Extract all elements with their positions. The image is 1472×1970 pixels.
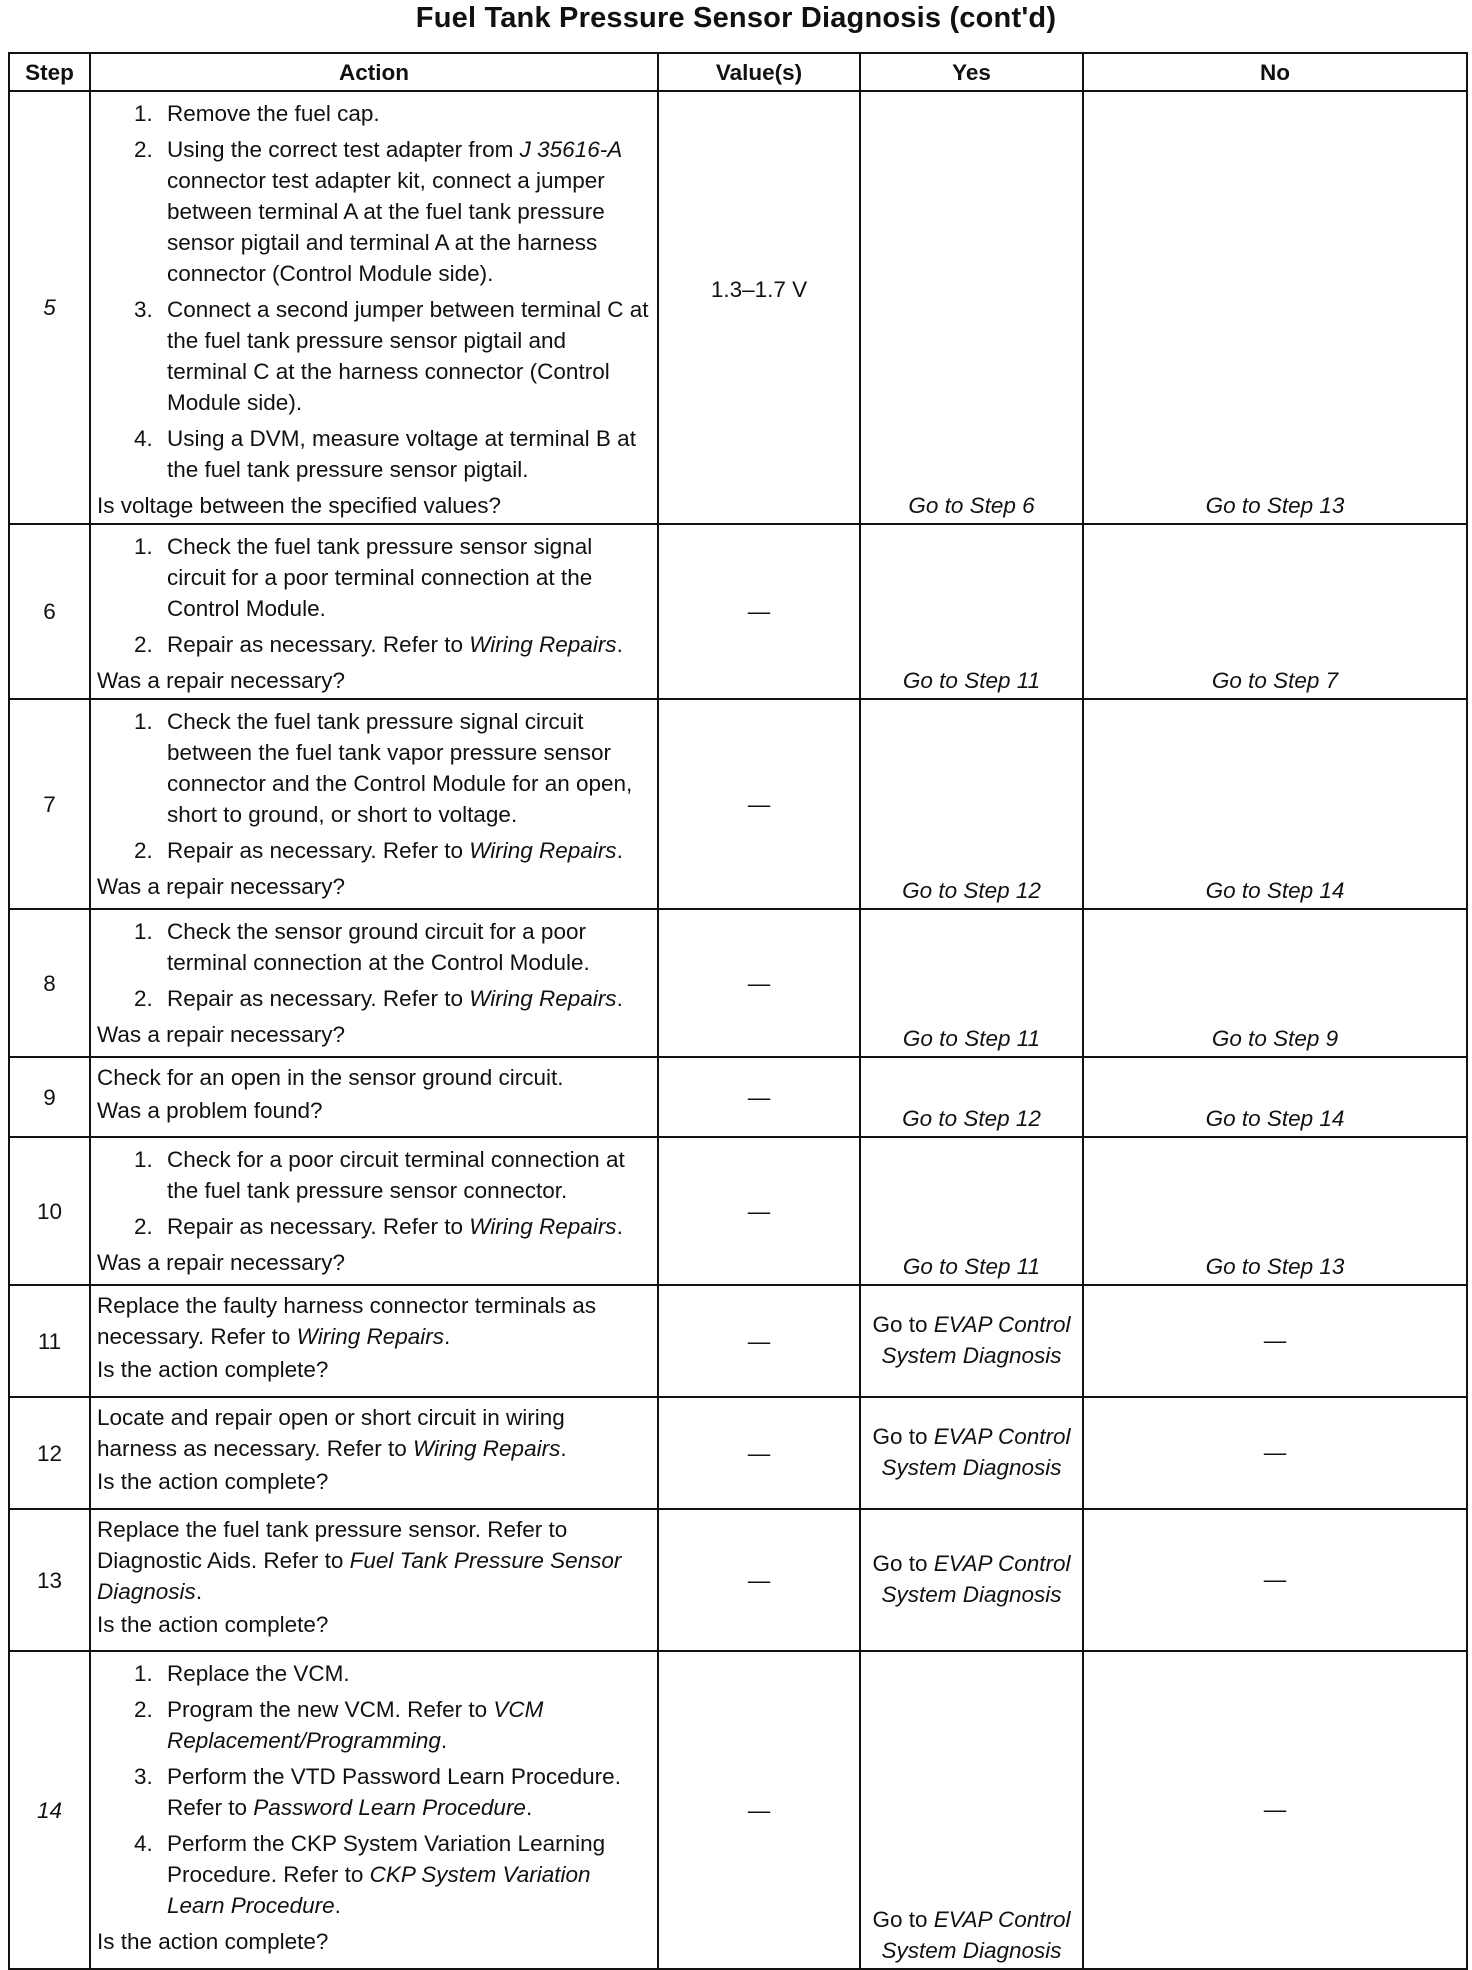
item-text: Replace the VCM. bbox=[167, 1661, 350, 1686]
item-text: Repair as necessary. Refer to bbox=[167, 838, 470, 863]
value-cell: — bbox=[658, 1509, 860, 1651]
yes-cell: Go to Step 11 bbox=[860, 909, 1083, 1057]
action-list bbox=[97, 531, 649, 660]
no-cell: Go to Step 13 bbox=[1083, 1137, 1467, 1285]
step-number: 13 bbox=[9, 1509, 90, 1651]
header-row bbox=[9, 53, 1467, 91]
item-text: . bbox=[195, 1579, 203, 1604]
table-row bbox=[9, 1285, 1467, 1397]
question: Is the action complete? bbox=[97, 1612, 329, 1637]
yes-cell: Go to Step 12 bbox=[860, 1057, 1083, 1137]
yes-cell: Go to Step 11 bbox=[860, 524, 1083, 699]
action-list bbox=[97, 916, 649, 1014]
question: Is the action complete? bbox=[97, 1357, 329, 1382]
list-item bbox=[159, 1144, 649, 1206]
yes-cell bbox=[860, 1651, 1083, 1969]
value-cell: — bbox=[658, 1057, 860, 1137]
step-number: 9 bbox=[9, 1057, 90, 1137]
no-cell: Go to Step 7 bbox=[1083, 524, 1467, 699]
yes-reference: EVAP Control System Diagnosis bbox=[881, 1424, 1071, 1480]
action-list bbox=[97, 1658, 649, 1921]
no-cell: — bbox=[1083, 1509, 1467, 1651]
action-text: Check for an open in the sensor ground circuit. bbox=[97, 1065, 564, 1090]
item-text: Repair as necessary. Refer to bbox=[167, 632, 470, 657]
list-item bbox=[159, 983, 649, 1014]
step-number: 11 bbox=[9, 1285, 90, 1397]
yes-cell: Go to Step 6 bbox=[860, 91, 1083, 524]
item-text: Perform the CKP System Variation Learning Procedure. Refer to bbox=[167, 1831, 606, 1887]
yes-text: Go to bbox=[872, 1551, 934, 1576]
item-reference: CKP System Variation Learn Procedure bbox=[167, 1862, 591, 1918]
value-cell: — bbox=[658, 909, 860, 1057]
item-text: Remove the fuel cap. bbox=[167, 101, 380, 126]
table-row bbox=[9, 524, 1467, 699]
list-item bbox=[159, 294, 649, 418]
yes-reference: EVAP Control System Diagnosis bbox=[881, 1551, 1071, 1607]
item-text: Check the fuel tank pressure sensor signal circuit for a poor terminal connection at the Control Module. bbox=[167, 534, 593, 621]
yes-reference: EVAP Control System Diagnosis bbox=[881, 1907, 1071, 1963]
item-text: . bbox=[616, 1214, 623, 1239]
table-row bbox=[9, 91, 1467, 524]
item-text: Using the correct test adapter from bbox=[167, 137, 520, 162]
item-text: Replace the fuel tank pressure sensor. Refer to Diagnostic Aids. Refer to bbox=[97, 1517, 568, 1573]
step-number: 14 bbox=[9, 1651, 90, 1969]
item-text: Repair as necessary. Refer to bbox=[167, 1214, 470, 1239]
item-reference: Wiring Repairs bbox=[469, 838, 617, 863]
header-step: Step bbox=[9, 53, 90, 91]
list-item bbox=[159, 1211, 649, 1242]
no-cell: — bbox=[1083, 1651, 1467, 1969]
header-no: No bbox=[1083, 53, 1467, 91]
question: Was a repair necessary? bbox=[97, 874, 346, 899]
yes-cell bbox=[860, 1509, 1083, 1651]
item-reference: Wiring Repairs bbox=[296, 1324, 445, 1349]
value-cell: — bbox=[658, 1285, 860, 1397]
action-text bbox=[97, 1290, 649, 1352]
value-cell: — bbox=[658, 699, 860, 909]
value-cell: — bbox=[658, 1397, 860, 1509]
item-reference: Wiring Repairs bbox=[469, 986, 617, 1011]
action-cell bbox=[90, 1397, 658, 1509]
item-text: connector test adapter kit, connect a jumper between terminal A at the fuel tank pressure sensor pigtail and terminal A at the harness connector (Control Module side). bbox=[167, 168, 605, 286]
item-text: Check for a poor circuit terminal connection at the fuel tank pressure sensor connector. bbox=[167, 1147, 625, 1203]
list-item bbox=[159, 1828, 649, 1921]
item-text: . bbox=[616, 986, 623, 1011]
step-number: 12 bbox=[9, 1397, 90, 1509]
item-text: . bbox=[616, 838, 623, 863]
action-cell bbox=[90, 1137, 658, 1285]
action-text bbox=[97, 1514, 649, 1607]
list-item bbox=[159, 1694, 649, 1756]
value-cell: — bbox=[658, 1137, 860, 1285]
action-list bbox=[97, 1144, 649, 1242]
list-item bbox=[159, 423, 649, 485]
question: Was a problem found? bbox=[97, 1098, 323, 1123]
list-item bbox=[159, 706, 649, 830]
step-number: 8 bbox=[9, 909, 90, 1057]
list-item bbox=[159, 916, 649, 978]
table-row bbox=[9, 1397, 1467, 1509]
yes-cell: Go to Step 12 bbox=[860, 699, 1083, 909]
item-text: . bbox=[616, 632, 623, 657]
action-list bbox=[97, 706, 649, 866]
table-row bbox=[9, 1057, 1467, 1137]
step-number: 6 bbox=[9, 524, 90, 699]
yes-cell bbox=[860, 1397, 1083, 1509]
action-cell bbox=[90, 1651, 658, 1969]
table-row bbox=[9, 699, 1467, 909]
list-item bbox=[159, 1761, 649, 1823]
yes-text: Go to bbox=[872, 1424, 934, 1449]
header-action: Action bbox=[90, 53, 658, 91]
action-cell bbox=[90, 1509, 658, 1651]
action-cell bbox=[90, 1057, 658, 1137]
item-text: Replace the faulty harness connector terminals as necessary. Refer to bbox=[97, 1293, 597, 1349]
table-row bbox=[9, 909, 1467, 1057]
action-text bbox=[97, 1402, 649, 1464]
action-cell bbox=[90, 1285, 658, 1397]
item-reference: J 35616-A bbox=[519, 137, 623, 162]
question: Was a repair necessary? bbox=[97, 1250, 346, 1275]
list-item bbox=[159, 1658, 649, 1689]
list-item bbox=[159, 98, 649, 129]
value-cell: 1.3–1.7 V bbox=[658, 91, 860, 524]
item-text: Connect a second jumper between terminal C at the fuel tank pressure sensor pigtail and terminal C at the harness connector (Control Module side). bbox=[167, 297, 649, 415]
question: Was a repair necessary? bbox=[97, 1022, 346, 1047]
diagnosis-table bbox=[8, 52, 1468, 1970]
yes-text: Go to bbox=[872, 1312, 934, 1337]
list-item bbox=[159, 629, 649, 660]
question: Was a repair necessary? bbox=[97, 668, 346, 693]
item-text: . bbox=[334, 1893, 341, 1918]
item-reference: Fuel Tank Pressure Sensor Diagnosis bbox=[97, 1548, 622, 1604]
list-item bbox=[159, 835, 649, 866]
item-text: Using a DVM, measure voltage at terminal B at the fuel tank pressure sensor pigtail. bbox=[167, 426, 636, 482]
yes-reference: EVAP Control System Diagnosis bbox=[881, 1312, 1071, 1368]
action-cell bbox=[90, 91, 658, 524]
step-number: 10 bbox=[9, 1137, 90, 1285]
table-row bbox=[9, 1651, 1467, 1969]
header-values: Value(s) bbox=[658, 53, 860, 91]
list-item bbox=[159, 134, 649, 289]
step-number: 7 bbox=[9, 699, 90, 909]
item-text: Repair as necessary. Refer to bbox=[167, 986, 470, 1011]
yes-cell: Go to Step 11 bbox=[860, 1137, 1083, 1285]
list-item bbox=[159, 531, 649, 624]
question: Is the action complete? bbox=[97, 1929, 329, 1954]
item-text: Perform the VTD Password Learn Procedure. Refer to bbox=[167, 1764, 621, 1820]
item-reference: Wiring Repairs bbox=[412, 1436, 561, 1461]
action-cell bbox=[90, 524, 658, 699]
table-row bbox=[9, 1509, 1467, 1651]
item-reference: VCM Replacement/Programming bbox=[167, 1697, 544, 1753]
item-reference: Wiring Repairs bbox=[469, 1214, 617, 1239]
item-text: . bbox=[560, 1436, 567, 1461]
question: Is the action complete? bbox=[97, 1469, 329, 1494]
action-cell bbox=[90, 699, 658, 909]
yes-text: Go to bbox=[872, 1907, 934, 1932]
item-text: . bbox=[444, 1324, 451, 1349]
item-text: Check the sensor ground circuit for a poor terminal connection at the Control Module. bbox=[167, 919, 590, 975]
item-text: Check the fuel tank pressure signal circuit between the fuel tank vapor pressure sensor connector and the Control Module for an open, short to ground, or short to voltage. bbox=[167, 709, 633, 827]
no-cell: — bbox=[1083, 1397, 1467, 1509]
yes-cell bbox=[860, 1285, 1083, 1397]
page-title: Fuel Tank Pressure Sensor Diagnosis (cont'd) bbox=[415, 2, 1057, 34]
item-text: . bbox=[525, 1795, 533, 1820]
item-text: . bbox=[440, 1728, 448, 1753]
no-cell: Go to Step 9 bbox=[1083, 909, 1467, 1057]
no-cell: Go to Step 14 bbox=[1083, 1057, 1467, 1137]
no-cell: — bbox=[1083, 1285, 1467, 1397]
question: Is voltage between the specified values? bbox=[97, 493, 502, 518]
action-cell bbox=[90, 909, 658, 1057]
step-number: 5 bbox=[9, 91, 90, 524]
item-text: Program the new VCM. Refer to bbox=[167, 1697, 494, 1722]
item-reference: Password Learn Procedure bbox=[253, 1795, 526, 1820]
item-text: Locate and repair open or short circuit in wiring harness as necessary. Refer to bbox=[97, 1405, 565, 1461]
value-cell: — bbox=[658, 1651, 860, 1969]
value-cell: — bbox=[658, 524, 860, 699]
table-row bbox=[9, 1137, 1467, 1285]
action-list bbox=[97, 98, 649, 485]
item-reference: Wiring Repairs bbox=[469, 632, 617, 657]
no-cell: Go to Step 13 bbox=[1083, 91, 1467, 524]
no-cell: Go to Step 14 bbox=[1083, 699, 1467, 909]
header-yes: Yes bbox=[860, 53, 1083, 91]
